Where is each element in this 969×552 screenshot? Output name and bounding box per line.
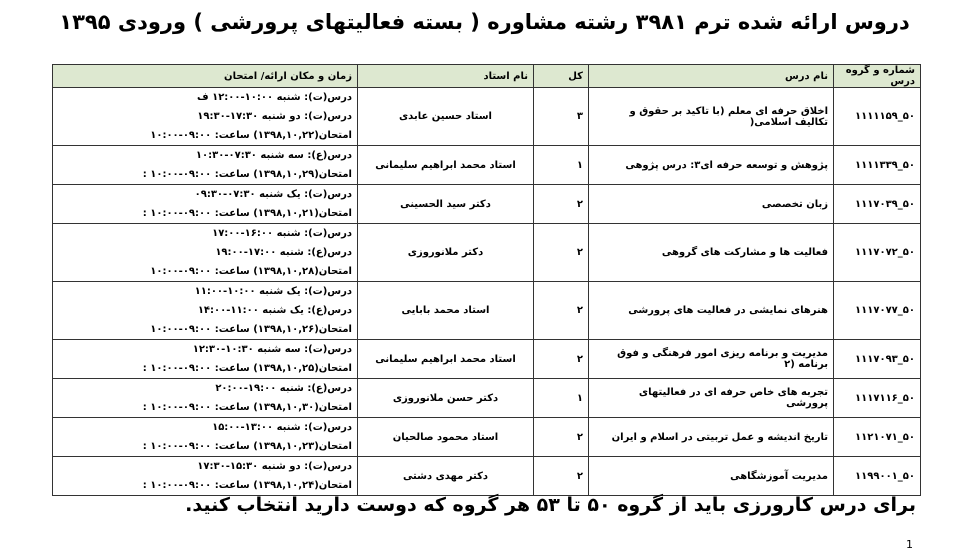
course-code: ۵۰_۱۱۱۱۳۳۹ [834, 146, 921, 185]
course-name: زبان تخصصی [589, 185, 834, 224]
schedule-line: امتحان(۱۳۹۸,۱۰,۲۵) ساعت: ۰۹:۰۰-۱۰:۰۰ : [142, 363, 352, 374]
course-units: ۱ [534, 379, 589, 418]
header-schedule: زمان و مکان ارائه/ امتحان [53, 65, 358, 88]
schedule-line: امتحان(۱۳۹۸,۱۰,۲۲) ساعت: ۰۹:۰۰-۱۰:۰۰ [150, 130, 352, 141]
course-units: ۳ [534, 88, 589, 146]
table-row [53, 185, 921, 224]
course-code: ۵۰_۱۱۱۷۰۳۹ [834, 185, 921, 224]
table-row [53, 379, 921, 418]
schedule-line: درس(ت): سه شنبه ۱۰:۳۰-۱۲:۳۰ [192, 344, 352, 355]
header-code: شماره و گروه درس [834, 65, 921, 88]
schedule-cell [53, 418, 358, 457]
course-units: ۱ [534, 146, 589, 185]
schedule-cell [53, 146, 358, 185]
schedule-line: درس(ع): یک شنبه ۱۱:۰۰-۱۴:۰۰ [197, 305, 352, 316]
course-name: پژوهش و توسعه حرفه ای۳: درس پژوهی [589, 146, 834, 185]
schedule-cell [53, 457, 358, 496]
page-title: دروس ارائه شده ترم ۳۹۸۱ رشته مشاوره ( بسته فعالیتهای پرورشی ) ورودی ۱۳۹۵ [59, 10, 910, 34]
course-code: ۵۰_۱۱۲۱۰۷۱ [834, 418, 921, 457]
teacher-name: دکتر حسن ملانوروزی [358, 379, 534, 418]
page-number: 1 [906, 538, 913, 551]
table-row [53, 146, 921, 185]
course-code: ۵۰_۱۱۱۷۱۱۶ [834, 379, 921, 418]
schedule-cell [53, 282, 358, 340]
teacher-name: دکتر ملانوروزی [358, 224, 534, 282]
header-units: کل [534, 65, 589, 88]
schedule-line: امتحان(۱۳۹۸,۱۰,۲۳) ساعت: ۰۹:۰۰-۱۰:۰۰ : [142, 441, 352, 452]
course-units: ۲ [534, 224, 589, 282]
teacher-name: استاد محمد ابراهیم سلیمانی [358, 340, 534, 379]
course-name: مدیریت و برنامه ریزی امور فرهنگی و فوق برنامه (۲ [589, 340, 834, 379]
header-course-name: نام درس [589, 65, 834, 88]
course-name: مدیریت آموزشگاهی [589, 457, 834, 496]
table-row [53, 224, 921, 282]
teacher-name: استاد محمود صالحیان [358, 418, 534, 457]
schedule-line: درس(ع): شنبه ۱۷:۰۰-۱۹:۰۰ [215, 247, 352, 258]
schedule-line: درس(ع): سه شنبه ۰۷:۳۰-۱۰:۳۰ [195, 150, 352, 161]
teacher-name: استاد محمد ابراهیم سلیمانی [358, 146, 534, 185]
course-code: ۵۰_۱۱۹۹۰۰۱ [834, 457, 921, 496]
teacher-name: استاد محمد بابایی [358, 282, 534, 340]
course-name: تاریخ اندیشه و عمل تربیتی در اسلام و ایران [589, 418, 834, 457]
schedule-line: درس(ت): یک شنبه ۰۷:۳۰-۰۹:۳۰ [194, 189, 352, 200]
course-name: تجربه های خاص حرفه ای در فعالیتهای پرورشی [589, 379, 834, 418]
table-row [53, 457, 921, 496]
schedule-cell [53, 379, 358, 418]
schedule-cell [53, 340, 358, 379]
course-code: ۵۰_۱۱۱۱۱۵۹ [834, 88, 921, 146]
table-row [53, 340, 921, 379]
table-row [53, 282, 921, 340]
course-code: ۵۰_۱۱۱۷۰۷۷ [834, 282, 921, 340]
schedule-cell [53, 88, 358, 146]
teacher-name: دکتر سید الحسینی [358, 185, 534, 224]
schedule-line: درس(ت): دو شنبه ۱۷:۳۰-۱۹:۳۰ [197, 111, 352, 122]
table-header-row [53, 65, 921, 88]
course-name: فعالیت ها و مشارکت های گروهی [589, 224, 834, 282]
schedule-line: امتحان(۱۳۹۸,۱۰,۳۰) ساعت: ۰۹:۰۰-۱۰:۰۰ : [142, 402, 352, 413]
course-table [52, 64, 921, 496]
schedule-line: درس(ت): یک شنبه ۱۰:۰۰-۱۱:۰۰ [194, 286, 352, 297]
schedule-line: امتحان(۱۳۹۸,۱۰,۲۹) ساعت: ۰۹:۰۰-۱۰:۰۰ : [142, 169, 352, 180]
course-code: ۵۰_۱۱۱۷۰۹۳ [834, 340, 921, 379]
schedule-line: درس(ت): دو شنبه ۱۵:۳۰-۱۷:۳۰ [197, 461, 352, 472]
course-units: ۲ [534, 418, 589, 457]
course-units: ۲ [534, 457, 589, 496]
schedule-cell [53, 224, 358, 282]
course-units: ۲ [534, 185, 589, 224]
course-units: ۲ [534, 340, 589, 379]
schedule-line: امتحان(۱۳۹۸,۱۰,۲۸) ساعت: ۰۹:۰۰-۱۰:۰۰ [150, 266, 352, 277]
table-row [53, 88, 921, 146]
course-name: هنرهای نمایشی در فعالیت های پرورشی [589, 282, 834, 340]
course-units: ۲ [534, 282, 589, 340]
teacher-name: دکتر مهدی دشتی [358, 457, 534, 496]
course-code: ۵۰_۱۱۱۷۰۷۲ [834, 224, 921, 282]
schedule-cell [53, 185, 358, 224]
schedule-line: امتحان(۱۳۹۸,۱۰,۲۴) ساعت: ۰۹:۰۰-۱۰:۰۰ : [142, 480, 352, 491]
schedule-line: امتحان(۱۳۹۸,۱۰,۲۱) ساعت: ۰۹:۰۰-۱۰:۰۰ : [142, 208, 352, 219]
header-teacher: نام استاد [358, 65, 534, 88]
schedule-line: امتحان(۱۳۹۸,۱۰,۲۶) ساعت: ۰۹:۰۰-۱۰:۰۰ [150, 324, 352, 335]
table-row [53, 418, 921, 457]
schedule-line: درس(ت): شنبه ۱۳:۰۰-۱۵:۰۰ [212, 422, 352, 433]
schedule-line: درس(ع): شنبه ۱۹:۰۰-۲۰:۰۰ [215, 383, 352, 394]
schedule-line: درس(ت): شنبه ۱۰:۰۰-۱۲:۰۰ ف [196, 92, 352, 103]
course-name: اخلاق حرفه ای معلم (با تاکید بر حقوق و تکالیف اسلامی( [589, 88, 834, 146]
footnote: برای درس کارورزی باید از گروه ۵۰ تا ۵۳ هر گروه که دوست دارید انتخاب کنید. [185, 494, 916, 516]
schedule-line: درس(ت): شنبه ۱۶:۰۰-۱۷:۰۰ [212, 228, 352, 239]
teacher-name: استاد حسین عابدی [358, 88, 534, 146]
